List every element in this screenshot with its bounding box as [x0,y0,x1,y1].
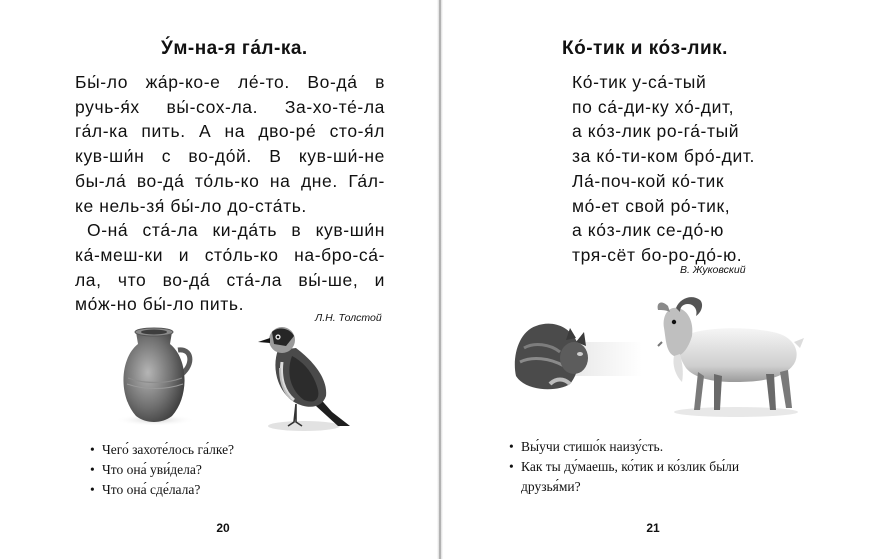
poem-line: за ко́-ти-ком бро́-дит. [572,146,755,167]
poem-text [572,70,755,268]
right-page [442,0,880,559]
left-author: Л.Н. Толстой [315,312,382,324]
poem-line: тря-сёт бо-ро-до́-ю. [572,244,743,265]
left-page [0,0,438,559]
question-item [509,437,739,457]
poem-line: мо́-ет свой ро́-тик, [572,195,731,216]
poem-line: а ко́з-лик ро-га́-тый [572,121,740,142]
question-text: друзья́ми? [521,478,581,494]
bullet: • [509,458,514,474]
right-author: В. Жуковский [680,264,746,276]
question-text: Чего́ захоте́лось га́лке? [102,442,235,457]
right-questions [509,437,739,496]
question-item [90,460,234,480]
cat-icon [510,318,642,392]
question-text: Как ты ду́маешь, ко́тик и ко́злик бы́ли [521,458,740,474]
left-questions [90,440,234,499]
poem-line: по са́-ди-ку хо́-дит, [572,96,735,117]
bullet: • [90,461,95,477]
story-line: ка́-меш-ки и сто́ль-ко на-бро-са́- [75,244,385,265]
poem-line: Ла́-поч-кой ко́-тик [572,170,725,191]
story-line: га́л-ка пить. А на дво-ре́ сто-я́л [75,121,385,142]
story-line: бы-ла́ во-да́ то́ль-ко на дне. Га́л- [75,170,385,191]
question-item [509,477,739,497]
story-line: О-на́ ста́-ла ки-да́ть в кув-ши́н [87,220,385,241]
story-line: Бы́-ло жа́р-ко-е ле́-то. Во-да́ в [75,72,385,92]
story-text [75,70,385,317]
page-number: 21 [646,521,660,535]
page-number: 20 [216,521,230,535]
story-line: кув-ши́н с во-до́й. В кув-ши́-не [75,146,385,167]
question-text: Что она́ сде́лала? [102,481,201,497]
question-text: Вы́учи стишо́к наизу́сть. [521,439,664,454]
story-line: ла, что во-да́ ста́-ла вы́-ше, и [75,269,385,290]
question-item [90,480,234,500]
bullet: • [90,442,95,457]
story-line: ручь-я́х вы́-сох-ла. За-хо-те́-ла [75,96,385,117]
poem-line: Ко́-тик у-са́-тый [572,72,707,92]
question-item [509,457,739,477]
poem-line: а ко́з-лик се-до́-ю [572,220,724,241]
story-line: мо́ж-но бы́-ло пить. [75,294,245,315]
question-text: Что она́ уви́дела? [102,461,202,477]
bullet: • [509,439,514,454]
jug-icon [110,318,200,428]
left-page-title: У́м-на-я га́л-ка. [161,38,308,59]
goat-icon [654,292,804,418]
right-page-title: Ко́-тик и ко́з-лик. [562,38,728,59]
question-item [90,440,234,460]
story-line: ке нель-зя́ бы́-ло до-ста́ть. [75,195,307,216]
bullet: • [90,481,95,497]
jackdaw-bird-icon [252,322,356,434]
